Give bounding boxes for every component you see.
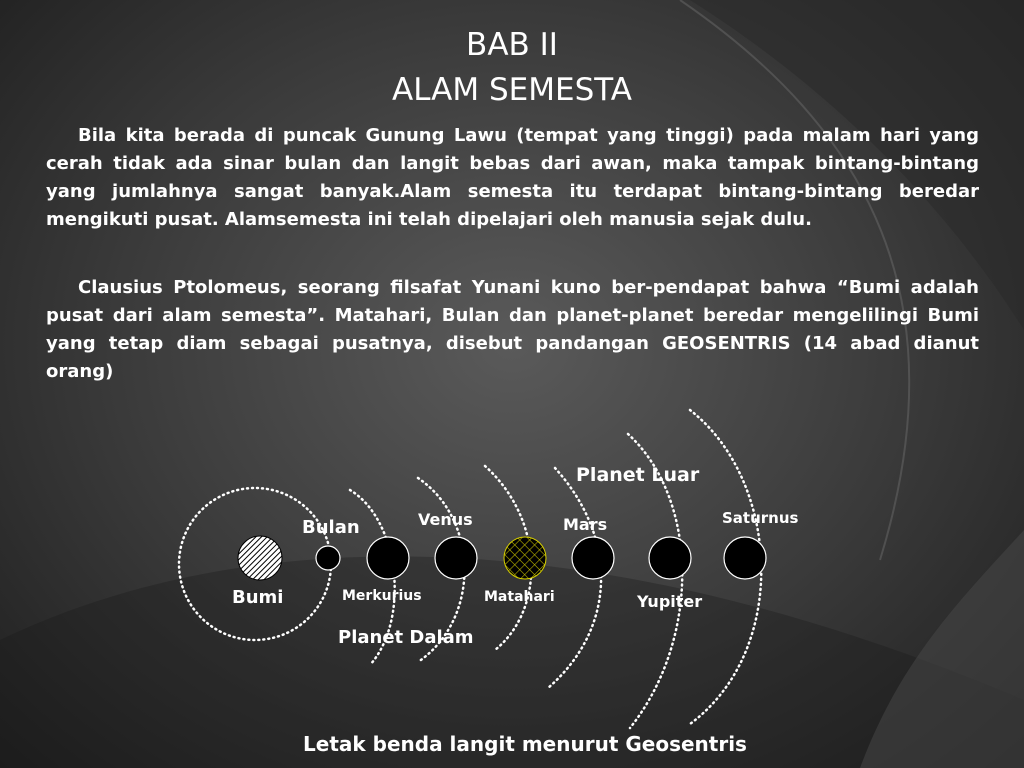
slide-heading-title: ALAM SEMESTA bbox=[391, 72, 632, 108]
label-merkurius: Merkurius bbox=[342, 588, 422, 604]
label-planet-dalam: Planet Dalam bbox=[338, 627, 474, 648]
saturnus-body bbox=[724, 537, 766, 579]
diagram-caption: Letak benda langit menurut Geosentris bbox=[303, 732, 747, 756]
label-planet-luar: Planet Luar bbox=[576, 464, 700, 486]
label-matahari: Matahari bbox=[484, 589, 555, 605]
matahari-body bbox=[504, 537, 546, 579]
moon-body bbox=[316, 546, 340, 570]
yupiter-body bbox=[649, 537, 691, 579]
label-venus: Venus bbox=[418, 510, 473, 529]
venus-body bbox=[435, 537, 477, 579]
label-mars: Mars bbox=[563, 515, 608, 534]
label-saturnus: Saturnus bbox=[722, 509, 799, 527]
label-bulan: Bulan bbox=[302, 517, 360, 538]
slide-heading-chapter: BAB II bbox=[466, 27, 558, 63]
paragraph-geocentric: Clausius Ptolomeus, seorang filsafat Yunani kuno ber-pendapat bahwa “Bumi adalah pusat dari alam semesta”. Matahari, Bulan dan planet-planet beredar mengelilingi Bumi yang tetap diam sebagai pusatnya, disebut pandangan GEOSENTRIS (14 abad dianut orang) bbox=[46, 277, 979, 382]
label-bumi: Bumi bbox=[232, 587, 284, 608]
mars-body bbox=[572, 537, 614, 579]
paragraph-intro: Bila kita berada di puncak Gunung Lawu (tempat yang tinggi) pada malam hari yang cerah tidak ada sinar bulan dan langit bebas dari awan, maka tampak bintang-bintang yang jumlahnya sangat banyak.Alam semesta itu terdapat bintang-bintang beredar mengikuti pusat. Alamsemesta ini telah dipelajari oleh manusia sejak dulu. bbox=[46, 125, 979, 230]
merkurius-body bbox=[367, 537, 409, 579]
label-yupiter: Yupiter bbox=[637, 592, 703, 611]
earth-body bbox=[238, 536, 282, 580]
